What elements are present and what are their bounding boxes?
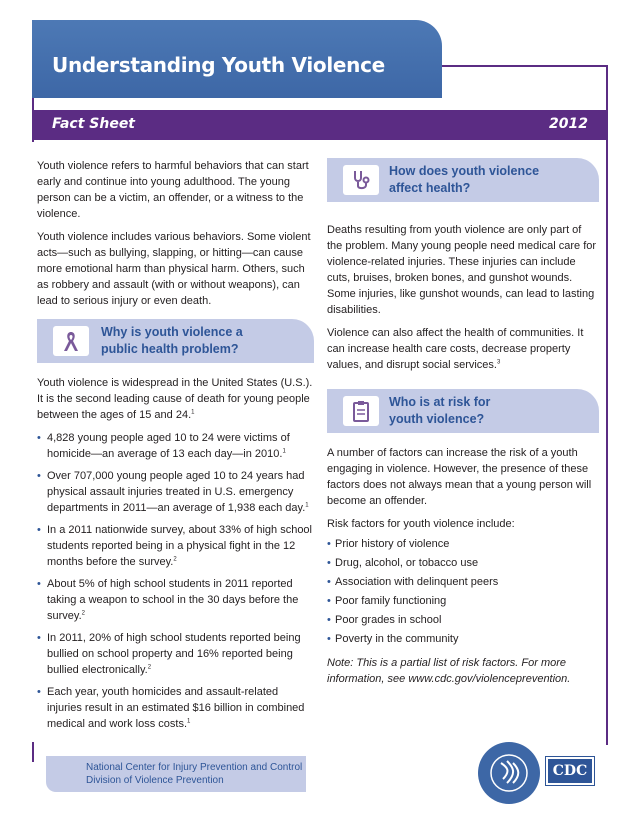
list-item: • Association with delinquent peers [327, 574, 599, 590]
list-item: • Poverty in the community [327, 631, 599, 647]
footer-line-1: National Center for Injury Prevention and Control [86, 762, 303, 773]
frame-line-right [606, 65, 608, 745]
risk-intro: Risk factors for youth violence include: [327, 518, 515, 530]
list-item [37, 522, 314, 570]
reference-mark: 3 [496, 359, 501, 366]
frame-line-bottom-left [32, 742, 34, 762]
year-label: 2012 [549, 116, 588, 132]
section-header-public-health [37, 319, 314, 363]
section-header-risk [327, 389, 599, 433]
section-title-line2: youth violence? [389, 412, 485, 426]
list-item: • Poor family functioning [327, 593, 599, 609]
widespread-text: Youth violence is widespread in the United States (U.S.). It is the second leading cause of death for young people between the ages of 15 and 24. [37, 377, 313, 421]
list-item [37, 576, 314, 624]
reference-mark: 1 [191, 409, 195, 416]
risk-paragraph: A number of factors can increase the risk of a youth engaging in violence. However, the presence of these factors does not always mean that a young person will become an offender. [327, 447, 592, 507]
section-title-line1: How does youth violence [389, 164, 540, 178]
left-column [37, 158, 314, 738]
widespread-paragraph [37, 375, 314, 423]
section-title-line2: affect health? [389, 181, 471, 195]
reference-mark: 1 [305, 502, 309, 509]
section-header-health [327, 158, 599, 202]
footer-text [86, 761, 302, 787]
ribbon-icon [53, 326, 89, 356]
clipboard-icon [343, 396, 379, 426]
list-item-text: Over 707,000 young people aged 10 to 24 years had physical assault injuries treated in U.S. emergency departments in 2011—an average of 1,938 each day. [47, 470, 306, 514]
health-paragraph-2-text: Violence can also affect the health of communities. It can increase health care costs, decrease property values, and disrupt social services. [327, 327, 584, 371]
health-paragraph-1: Deaths resulting from youth violence are only part of the problem. Many young people need medical care for violence-related injuries. These injuries can include cuts, bruises, broken bones, and gunshot wounds. Some injuries, like gunshot wounds, can lead to lasting disabilities. [327, 224, 597, 316]
hhs-seal-icon [478, 742, 540, 804]
note-text: Note: This is a partial list of risk factors. For more information, see www.cdc.gov/violenceprevention. [327, 657, 571, 685]
list-item: • Poor grades in school [327, 612, 599, 628]
list-item-text: In 2011, 20% of high school students reported being bullied on school property and 16% reported being bullied electronically. [47, 632, 301, 676]
section-title-line2: public health problem? [101, 342, 239, 356]
list-item [37, 468, 314, 516]
section-title-line1: Why is youth violence a [101, 325, 243, 339]
reference-mark: 2 [147, 664, 152, 671]
list-item-text: 4,828 young people aged 10 to 24 were victims of homicide—an average of 13 each day—in 2010. [47, 432, 290, 460]
section-title-line1: Who is at risk for [389, 395, 491, 409]
right-column [327, 222, 599, 694]
risk-factors-list [327, 536, 599, 647]
list-item [37, 630, 314, 678]
stethoscope-icon [343, 165, 379, 195]
list-item-text: About 5% of high school students in 2011 reported taking a weapon to school in the 30 days before the survey. [47, 578, 299, 622]
list-item [37, 430, 314, 462]
footer-line-2: Division of Violence Prevention [86, 775, 224, 786]
fact-sheet-bar [32, 110, 608, 140]
intro-paragraph-2: Youth violence includes various behaviors. Some violent acts—such as bullying, slapping, or hitting—can cause more emotional harm than physical harm. Others, such as robbery and assault (with or without weapons), can lead to serious injury or even death. [37, 231, 311, 307]
footer-bar [46, 756, 306, 792]
statistics-list [37, 430, 314, 732]
list-item: • Prior history of violence [327, 536, 599, 552]
intro-paragraph-1: Youth violence refers to harmful behaviors that can start early and continue into young adulthood. The young person can be a victim, an offender, or a witness to the violence. [37, 160, 309, 220]
fact-sheet-label: Fact Sheet [52, 116, 136, 132]
health-paragraph-2 [327, 325, 599, 373]
list-item-text: Each year, youth homicides and assault-related injuries result in an estimated $16 billion in combined medical and work loss costs. [47, 686, 305, 730]
list-item: • Drug, alcohol, or tobacco use [327, 555, 599, 571]
list-item-text: In a 2011 nationwide survey, about 33% of high school students reported being in a physical fight in the 12 months before the survey. [47, 524, 312, 568]
reference-mark: 2 [173, 556, 177, 563]
reference-mark: 1 [282, 448, 286, 455]
reference-mark: 1 [187, 718, 191, 725]
cdc-logo: CDC [546, 757, 594, 785]
list-item [37, 684, 314, 732]
reference-mark: 2 [81, 610, 85, 617]
frame-line-top [442, 65, 608, 67]
page-title: Understanding Youth Violence [52, 53, 385, 77]
